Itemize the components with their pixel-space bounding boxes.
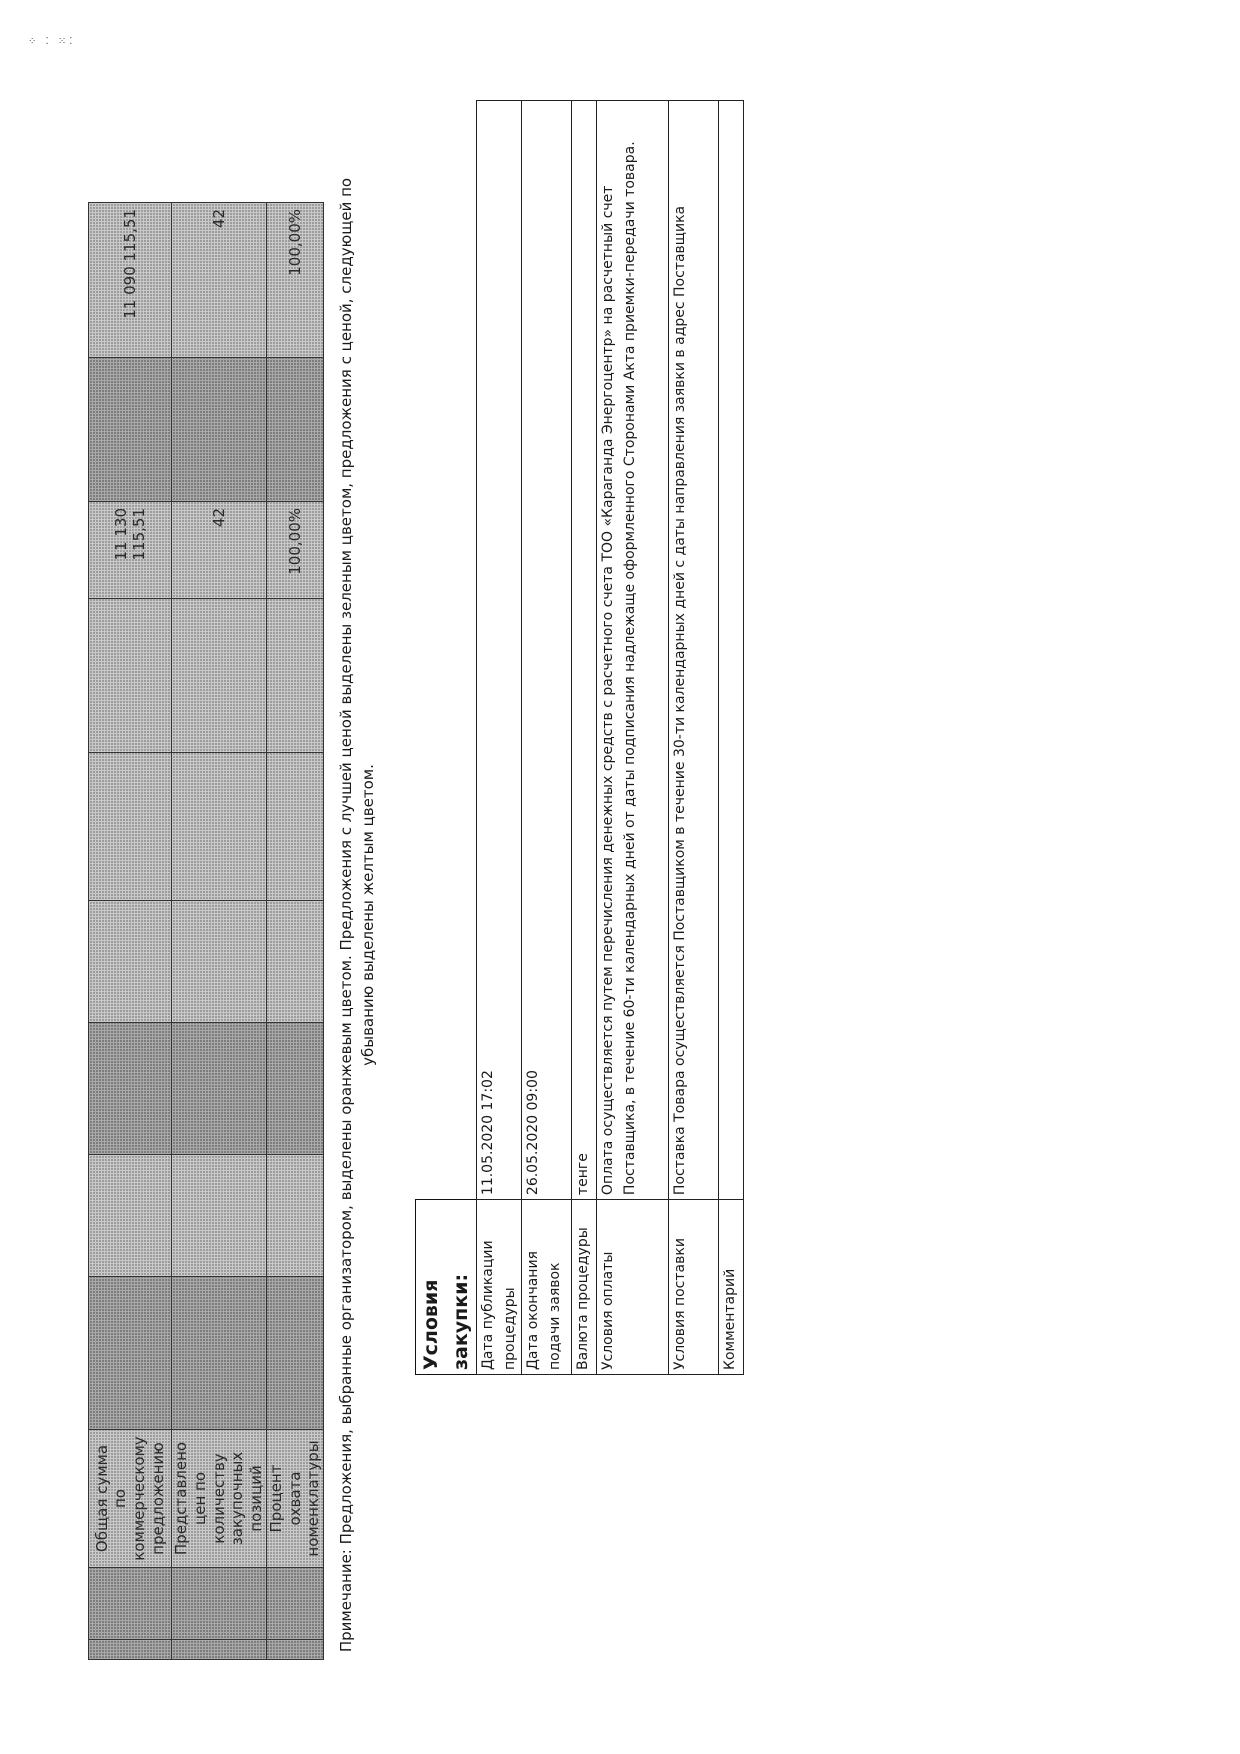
summary-value: 11 090 115,51 (89, 203, 172, 358)
condition-row-deadline (522, 101, 572, 1375)
condition-value: Оплата осуществляется путем перечисления денежных средств с расчетного счета ТОО «Караганда Энергоцентр» на расчетный счет Поставщика, в течение 60-ти календарных дней от даты подписания надлежаще оформленного Сторонами Акта приемки-передачи товара. (597, 101, 669, 1200)
summary-value: 42 (172, 502, 267, 599)
condition-row-delivery (669, 101, 719, 1375)
summary-row-positions (172, 203, 267, 1660)
summary-row-label: Общая сумма по коммерческому предложению (89, 1430, 172, 1568)
condition-value: 11.05.2020 17:02 (477, 101, 522, 1200)
condition-label: Условия оплаты (597, 1200, 669, 1375)
condition-label: Дата окончания подачи заявок (522, 1200, 572, 1375)
summary-row-coverage (266, 203, 323, 1660)
condition-value (719, 101, 744, 1200)
condition-label: Условия поставки (669, 1200, 719, 1375)
condition-label: Комментарий (719, 1200, 744, 1375)
summary-value: 42 (172, 203, 267, 358)
conditions-table (415, 100, 744, 1375)
highlight-note: Примечание: Предложения, выбранные организатором, выделены оранжевым цветом. Предложения с лучшей ценой выделены зеленым цветом, предложения с ценой, следующей по убыванию выделены желтым цветом. (337, 177, 377, 1653)
scan-specks: ⁘ ⁚ ⁙⁚ (28, 36, 76, 47)
condition-value: Поставка Товара осуществляется Поставщиком в течение 30-ти календарных дней с даты направления заявки в адрес Поставщика (669, 101, 719, 1200)
summary-value: 100,00% (266, 502, 323, 599)
summary-row-label: Процент охвата номенклатуры (266, 1430, 323, 1568)
conditions-title-row (416, 101, 477, 1375)
rotated-page-content (80, 100, 800, 1665)
condition-row-publication (477, 101, 522, 1375)
conditions-title: Условия закупки: (420, 1273, 472, 1370)
condition-value: 26.05.2020 09:00 (522, 101, 572, 1200)
condition-row-payment (597, 101, 669, 1375)
condition-label: Валюта процедуры (572, 1200, 597, 1375)
summary-row-total (89, 203, 172, 1660)
summary-table (88, 202, 324, 1660)
summary-value: 11 130 115,51 (89, 502, 172, 599)
summary-value: 100,00% (266, 203, 323, 358)
condition-row-comment (719, 101, 744, 1375)
condition-label: Дата публикации процедуры (477, 1200, 522, 1375)
condition-row-currency (572, 101, 597, 1375)
summary-row-label: Представлено цен по количеству закупочных позиций (172, 1430, 267, 1568)
condition-value: тенге (572, 101, 597, 1200)
